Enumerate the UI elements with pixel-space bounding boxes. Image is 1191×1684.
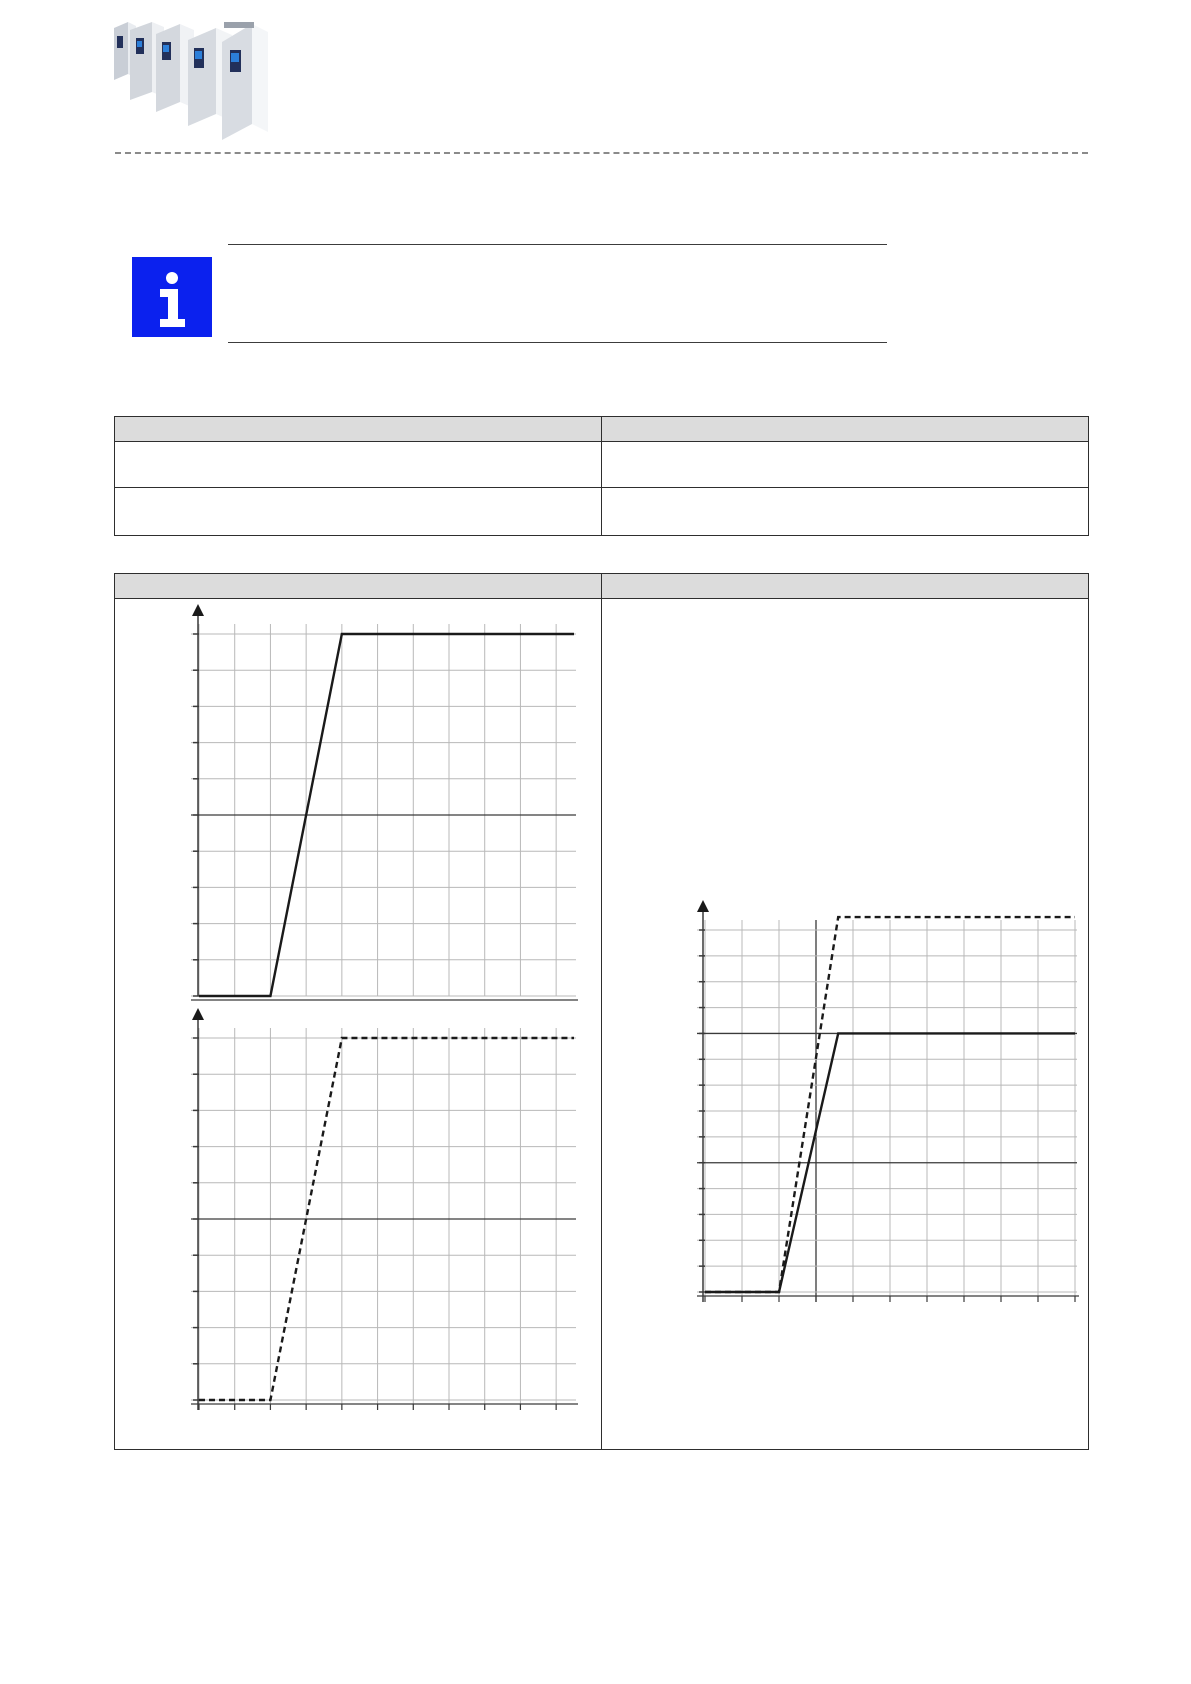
y-axis-arrow [697, 900, 709, 912]
